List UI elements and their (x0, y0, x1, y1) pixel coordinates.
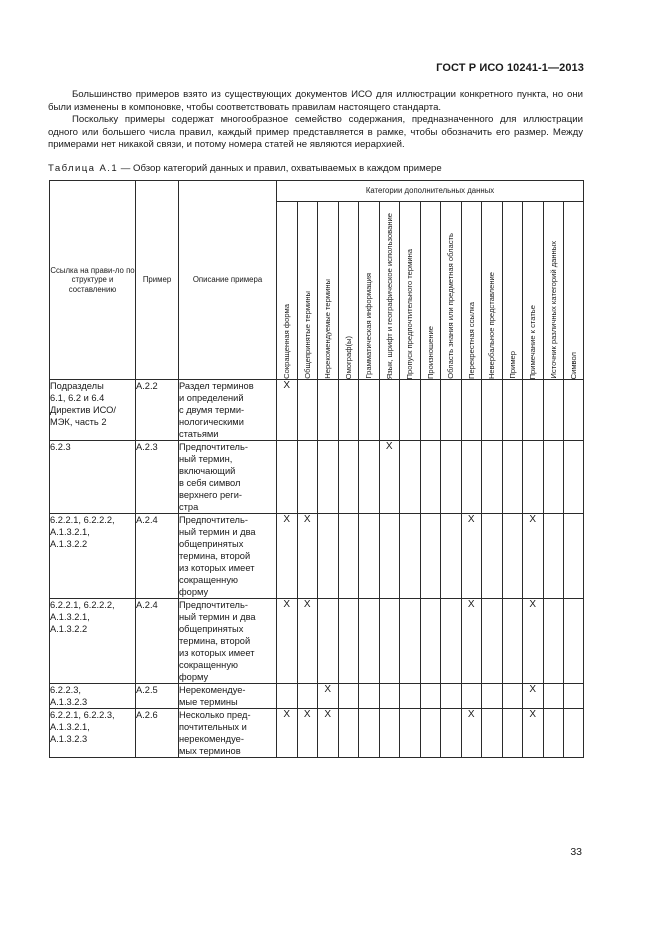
reference-cell (50, 380, 136, 441)
cell-line: из которых имеет (179, 563, 255, 573)
category-mark-cell (379, 684, 400, 709)
category-header (420, 202, 441, 380)
category-mark-cell (297, 441, 318, 514)
category-mark-cell (420, 684, 441, 709)
category-mark-cell (441, 514, 462, 599)
cell-line: из которых имеет (179, 648, 255, 658)
category-mark-cell (461, 380, 482, 441)
cell-line: статьями (179, 429, 219, 439)
intro-text (48, 89, 583, 152)
category-mark-cell (420, 599, 441, 684)
category-mark-cell (441, 441, 462, 514)
category-mark-cell (277, 441, 298, 514)
category-label: Омограф(ы) (343, 335, 353, 379)
category-label: Нерекомендуемые термины (323, 279, 333, 379)
category-header (277, 202, 298, 380)
category-label: Пример (507, 351, 517, 379)
category-mark-cell: X (379, 441, 400, 514)
table-row (50, 441, 584, 514)
category-mark-cell (441, 684, 462, 709)
intro-paragraph-1: Большинство примеров взято из существующих документов ИСО для иллюстрации конкретного пункта, но они были изменены в компоновке, чтобы соответствовать правилам настоящего стандарта. (48, 89, 583, 113)
cell-line: Предпочтитель- (179, 515, 248, 525)
category-mark-cell: X (523, 684, 544, 709)
cell-line: нерекомендуе- (179, 734, 244, 744)
table-row (50, 684, 584, 709)
category-mark-cell (564, 441, 584, 514)
category-mark-cell (543, 709, 564, 758)
category-mark-cell: X (277, 599, 298, 684)
category-mark-cell: X (297, 514, 318, 599)
category-mark-cell (482, 684, 503, 709)
table-row (50, 599, 584, 684)
category-mark-cell (441, 599, 462, 684)
category-mark-cell (564, 599, 584, 684)
category-label: Произношение (425, 325, 435, 379)
categories-group-header: Категории дополнительных данных (277, 181, 584, 202)
reference-cell (50, 599, 136, 684)
category-label: Язык, шрифт и географическое использование (384, 212, 394, 379)
category-mark-cell: X (277, 514, 298, 599)
cell-line: А.1.3.2.2 (50, 624, 88, 634)
category-mark-cell (482, 380, 503, 441)
example-cell: А.2.4 (136, 514, 179, 599)
category-mark-cell (318, 380, 339, 441)
cell-line: А.1.3.2.1, (50, 722, 90, 732)
category-mark-cell: X (461, 599, 482, 684)
category-mark-cell (523, 380, 544, 441)
cell-line: форму (179, 672, 209, 682)
cell-line: нологическими (179, 417, 244, 427)
category-mark-cell (502, 709, 523, 758)
table-row (50, 514, 584, 599)
cell-line: верхнего реги- (179, 490, 242, 500)
table-caption-label: Таблица А.1 (48, 163, 119, 174)
category-mark-cell: X (318, 684, 339, 709)
header-row-top (50, 181, 584, 202)
cell-line: сокращенную (179, 575, 238, 585)
table-row (50, 709, 584, 758)
category-header (523, 202, 544, 380)
reference-cell (50, 514, 136, 599)
cell-line: в себя символ (179, 478, 241, 488)
cell-line: 6.1, 6.2 и 6.4 (50, 393, 105, 403)
col-description-header: Описание примера (179, 181, 277, 380)
category-mark-cell (338, 599, 359, 684)
cell-line: общепринятых (179, 624, 244, 634)
category-header (318, 202, 339, 380)
category-header (543, 202, 564, 380)
category-mark-cell (400, 514, 421, 599)
example-cell: А.2.5 (136, 684, 179, 709)
category-mark-cell (543, 441, 564, 514)
standard-number: ГОСТ Р ИСО 10241-1—2013 (436, 62, 584, 74)
cell-line: и определений (179, 393, 244, 403)
cell-line: с двумя терми- (179, 405, 245, 415)
category-mark-cell (420, 380, 441, 441)
category-label: Перекрестная ссылка (466, 301, 476, 379)
category-header (400, 202, 421, 380)
category-header (338, 202, 359, 380)
cell-line: термина, второй (179, 551, 251, 561)
category-mark-cell (420, 709, 441, 758)
category-mark-cell (400, 709, 421, 758)
category-header (441, 202, 462, 380)
category-mark-cell (379, 599, 400, 684)
description-cell (179, 380, 277, 441)
category-mark-cell (400, 684, 421, 709)
cell-line: А.1.3.2.2 (50, 539, 88, 549)
table-body (50, 380, 584, 758)
category-mark-cell (502, 684, 523, 709)
example-cell: А.2.3 (136, 441, 179, 514)
cell-line: А.1.3.2.3 (50, 734, 88, 744)
category-mark-cell (543, 514, 564, 599)
cell-line: ный термин и два (179, 527, 256, 537)
category-mark-cell (297, 684, 318, 709)
category-mark-cell (502, 514, 523, 599)
category-mark-cell (441, 709, 462, 758)
category-header (482, 202, 503, 380)
col-reference-header: Ссылка на прави-ло по структуре и составлению (50, 181, 136, 380)
reference-cell (50, 709, 136, 758)
category-mark-cell (379, 709, 400, 758)
category-mark-cell (318, 599, 339, 684)
intro-paragraph-2: Поскольку примеры содержат многообразное семейство содержания, предназначенного для иллюстрации одного или большего числа правил, каждый пример представляется в рамке, чтобы обозначить его размер. Между примерами нет никакой связи, и потому номера статей не являются иерархией. (48, 114, 583, 151)
category-mark-cell: X (461, 514, 482, 599)
category-mark-cell (441, 380, 462, 441)
table-row (50, 380, 584, 441)
cell-line: 6.2.2.1, 6.2.2.3, (50, 710, 115, 720)
cell-line: включающий (179, 466, 236, 476)
category-mark-cell: X (523, 709, 544, 758)
category-mark-cell (338, 684, 359, 709)
category-mark-cell (400, 380, 421, 441)
category-header (564, 202, 584, 380)
cell-line: ный термин, (179, 454, 233, 464)
category-mark-cell (338, 709, 359, 758)
cell-line: МЭК, часть 2 (50, 417, 107, 427)
description-cell (179, 599, 277, 684)
category-mark-cell (379, 380, 400, 441)
category-mark-cell (543, 380, 564, 441)
category-mark-cell: X (297, 709, 318, 758)
category-label: Источник различных категорий данных (548, 241, 558, 379)
category-label: Область знания или предметная область (446, 233, 456, 379)
category-mark-cell: X (461, 709, 482, 758)
cell-line: общепринятых (179, 539, 244, 549)
cell-line: форму (179, 587, 209, 597)
cell-line: А.1.3.2.3 (50, 697, 88, 707)
category-mark-cell (318, 514, 339, 599)
category-mark-cell: X (523, 514, 544, 599)
category-mark-cell (379, 514, 400, 599)
cell-line: Нерекомендуе- (179, 685, 246, 695)
cell-line: А.1.3.2.1, (50, 527, 90, 537)
category-label: Пропуск предпочтительного термина (405, 248, 415, 379)
category-mark-cell (338, 441, 359, 514)
category-mark-cell (277, 684, 298, 709)
category-mark-cell (297, 380, 318, 441)
cell-line: мые термины (179, 697, 238, 707)
category-mark-cell (564, 380, 584, 441)
cell-line: Несколько пред- (179, 710, 251, 720)
example-cell: А.2.6 (136, 709, 179, 758)
cell-line: 6.2.2.3, (50, 685, 82, 695)
category-mark-cell (359, 684, 380, 709)
reference-cell (50, 441, 136, 514)
category-mark-cell: X (523, 599, 544, 684)
page-number: 33 (570, 846, 582, 858)
category-mark-cell: X (297, 599, 318, 684)
cell-line: А.1.3.2.1, (50, 612, 90, 622)
table-caption (48, 163, 442, 174)
category-mark-cell (461, 441, 482, 514)
category-mark-cell (543, 599, 564, 684)
description-cell (179, 709, 277, 758)
category-label: Невербальное представление (487, 271, 497, 379)
category-header (359, 202, 380, 380)
example-cell: А.2.2 (136, 380, 179, 441)
category-mark-cell (420, 514, 441, 599)
category-mark-cell (338, 380, 359, 441)
category-mark-cell: X (277, 380, 298, 441)
category-label: Символ (569, 351, 578, 379)
category-mark-cell (359, 709, 380, 758)
category-mark-cell (482, 441, 503, 514)
category-label: Грамматическая информация (364, 273, 374, 379)
category-label: Общепринятые термины (302, 291, 312, 379)
category-mark-cell (482, 514, 503, 599)
category-mark-cell (482, 599, 503, 684)
category-mark-cell (502, 441, 523, 514)
category-header (461, 202, 482, 380)
table-caption-text: — Обзор категорий данных и правил, охватываемых в каждом примере (118, 163, 442, 174)
category-mark-cell (420, 441, 441, 514)
cell-line: термина, второй (179, 636, 251, 646)
cell-line: Подразделы (50, 381, 104, 391)
cell-line: 6.2.2.1, 6.2.2.2, (50, 515, 115, 525)
category-mark-cell (400, 441, 421, 514)
cell-line: 6.2.3 (50, 442, 71, 452)
cell-line: мых терминов (179, 746, 241, 756)
category-mark-cell (359, 380, 380, 441)
cell-line: ный термин и два (179, 612, 256, 622)
category-mark-cell (359, 514, 380, 599)
category-label: Примечание к статье (528, 304, 538, 379)
cell-line: Предпочтитель- (179, 442, 248, 452)
category-mark-cell (502, 380, 523, 441)
category-mark-cell (543, 684, 564, 709)
category-header (379, 202, 400, 380)
description-cell (179, 684, 277, 709)
category-mark-cell (523, 441, 544, 514)
category-mark-cell: X (277, 709, 298, 758)
category-label: Сокращенная форма (282, 304, 292, 379)
category-mark-cell (359, 599, 380, 684)
category-mark-cell (338, 514, 359, 599)
cell-line: стра (179, 502, 199, 512)
category-mark-cell (564, 514, 584, 599)
col-example-header: Пример (136, 181, 179, 380)
cell-line: 6.2.2.1, 6.2.2.2, (50, 600, 115, 610)
description-cell (179, 441, 277, 514)
cell-line: Предпочтитель- (179, 600, 248, 610)
data-categories-table (49, 180, 584, 758)
reference-cell (50, 684, 136, 709)
category-mark-cell (502, 599, 523, 684)
cell-line: почтительных и (179, 722, 247, 732)
category-mark-cell (564, 684, 584, 709)
category-mark-cell: X (318, 709, 339, 758)
category-header (297, 202, 318, 380)
category-mark-cell (359, 441, 380, 514)
description-cell (179, 514, 277, 599)
category-mark-cell (461, 684, 482, 709)
cell-line: Директив ИСО/ (50, 405, 116, 415)
category-header (502, 202, 523, 380)
cell-line: Раздел терминов (179, 381, 254, 391)
category-mark-cell (482, 709, 503, 758)
cell-line: сокращенную (179, 660, 238, 670)
category-mark-cell (318, 441, 339, 514)
example-cell: А.2.4 (136, 599, 179, 684)
category-mark-cell (400, 599, 421, 684)
category-mark-cell (564, 709, 584, 758)
